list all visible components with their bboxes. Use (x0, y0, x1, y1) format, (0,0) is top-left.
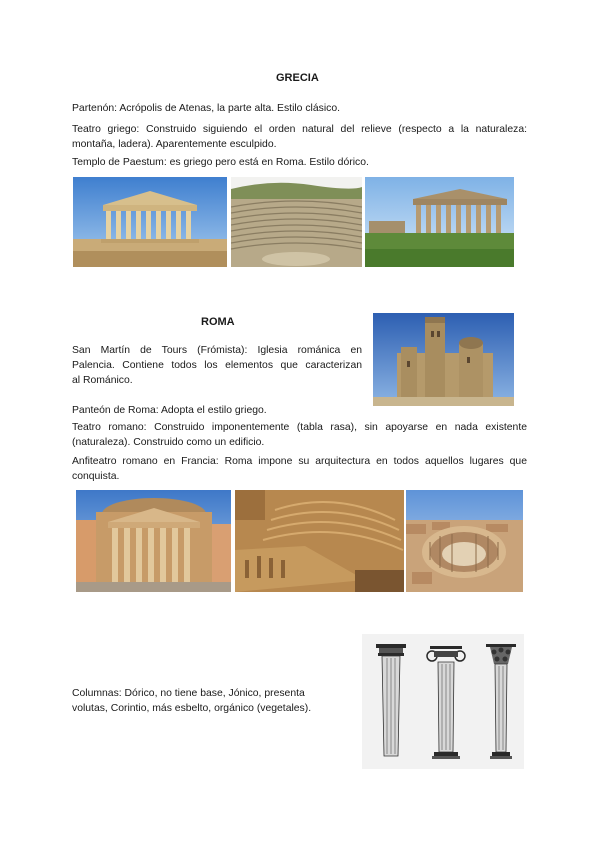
san-martin-text-line1: San Martín de Tours (Frómista): Iglesia románica en (72, 345, 362, 356)
amphitheatre-photo (406, 490, 523, 592)
rome-heading: ROMA (201, 316, 235, 328)
roman-theatre-text-line1: Teatro romano: Construido imponentemente (tabla rasa), sin apoyarse en nada existente (72, 422, 527, 433)
amphitheatre-text-line2: conquista. (72, 471, 120, 482)
paestum-text: Templo de Paestum: es griego pero está en Roma. Estilo dórico. (72, 157, 369, 168)
roman-theatre-photo (235, 490, 404, 592)
amphitheatre-text-line1: Anfiteatro romano en Francia: Roma impone su arquitectura en todos aquellos lugares que (72, 456, 527, 467)
pantheon-text: Panteón de Roma: Adopta el estilo griego. (72, 405, 267, 416)
parthenon-text: Partenón: Acrópolis de Atenas, la parte alta. Estilo clásico. (72, 103, 340, 114)
column-orders-drawing (362, 634, 524, 769)
san-martin-text-line3: al Románico. (72, 375, 133, 386)
columns-text-line1: Columnas: Dórico, no tiene base, Jónico, presenta (72, 688, 305, 699)
roman-theatre-text-line2: (naturaleza). Construido como un edificio. (72, 437, 265, 448)
pantheon-photo (76, 490, 231, 592)
columns-text-line2: volutas, Corintio, más esbelto, orgánico (vegetales). (72, 703, 312, 714)
greek-theatre-text-line2: montaña, ladera). Aparentemente esculpido. (72, 139, 277, 150)
san-martin-text-line2: Palencia. Contiene todos los elementos que caracterizan (72, 360, 362, 371)
greece-heading: GRECIA (276, 72, 319, 84)
greek-theatre-photo (231, 177, 362, 267)
paestum-photo (365, 177, 514, 267)
greek-theatre-text-line1: Teatro griego: Construido siguiendo el orden natural del relieve (respecto a la naturaleza: (72, 124, 527, 135)
parthenon-photo (73, 177, 227, 267)
san-martin-photo (373, 313, 514, 406)
